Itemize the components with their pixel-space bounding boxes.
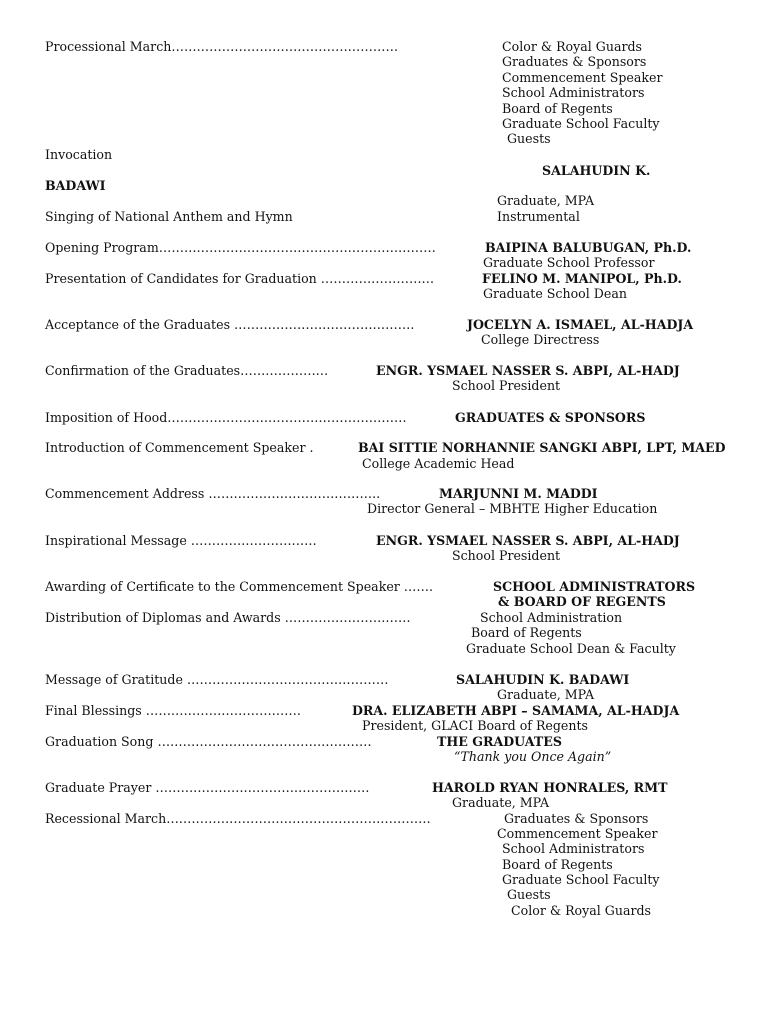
song-label: Graduation Song …………………………………………… [45,734,372,749]
blessings-name: DRA. ELIZABETH ABPI – SAMAMA, AL-HADJA [352,703,680,718]
hood-label: Imposition of Hood………………………………………………… [45,410,407,425]
opening-label: Opening Program………………………………………………………… [45,240,436,255]
processional-participant: Color & Royal Guards [502,39,643,54]
address-label: Commencement Address ………………………………….. [45,486,381,501]
intro-speaker-role: College Academic Head [362,456,515,471]
inspirational-name: ENGR. YSMAEL NASSER S. ABPI, AL-HADJ [376,533,680,548]
invocation-label: Invocation [45,147,113,162]
diplomas-line: Graduate School Dean & Faculty [466,641,676,656]
intro-speaker-label: Introduction of Commencement Speaker . [45,440,314,455]
prayer-role: Graduate, MPA [452,795,550,810]
invocation-role: Graduate, MPA [497,193,595,208]
address-role: Director General – MBHTE Higher Education [367,501,658,516]
processional-participant: Graduates & Sponsors [502,54,647,69]
recessional-participant: Guests [507,887,551,902]
invocation-name-line2: BADAWI [45,178,106,193]
certificate-label: Awarding of Certificate to the Commencement Speaker ……. [45,579,433,594]
recessional-label: Recessional March……………………………………………………… [45,811,431,826]
inspirational-label: Inspirational Message ………………………… [45,533,317,548]
confirmation-role: School President [452,378,561,393]
presentation-role: Graduate School Dean [483,286,627,301]
opening-role: Graduate School Professor [483,255,655,270]
gratitude-label: Message of Gratitude ………………………………………… [45,672,389,687]
diplomas-label: Distribution of Diplomas and Awards ………………………… [45,610,411,625]
anthem-value: Instrumental [497,209,580,224]
recessional-participant: School Administrators [502,841,645,856]
acceptance-name: JOCELYN A. ISMAEL, AL-HADJA [467,317,694,332]
certificate-name-line2: & BOARD OF REGENTS [498,594,666,609]
processional-participant: Commencement Speaker [502,70,663,85]
hood-name: GRADUATES & SPONSORS [455,410,646,425]
recessional-participant: Color & Royal Guards [511,903,652,918]
acceptance-role: College Directress [481,332,600,347]
song-name: THE GRADUATES [437,734,562,749]
gratitude-role: Graduate, MPA [497,687,595,702]
confirmation-name: ENGR. YSMAEL NASSER S. ABPI, AL-HADJ [376,363,680,378]
intro-speaker-name: BAI SITTIE NORHANNIE SANGKI ABPI, LPT, MAED [358,440,726,455]
recessional-participant: Board of Regents [502,857,613,872]
song-title: “Thank you Once Again” [454,749,612,764]
acceptance-label: Acceptance of the Graduates ……………………………………. [45,317,415,332]
recessional-participant: Commencement Speaker [497,826,658,841]
anthem-label: Singing of National Anthem and Hymn [45,209,293,224]
certificate-name-line1: SCHOOL ADMINISTRATORS [493,579,696,594]
blessings-label: Final Blessings ………………………………. [45,703,301,718]
presentation-label: Presentation of Candidates for Graduation ……………………… [45,271,435,286]
processional-participant: Guests [507,131,551,146]
processional-participant: School Administrators [502,85,645,100]
processional-label: Processional March……………………………………………… [45,39,399,54]
invocation-name-line1: SALAHUDIN K. [542,163,651,178]
blessings-role: President, GLACI Board of Regents [362,718,589,733]
prayer-name: HAROLD RYAN HONRALES, RMT [432,780,668,795]
confirmation-label: Confirmation of the Graduates………………… [45,363,329,378]
gratitude-name: SALAHUDIN K. BADAWI [456,672,630,687]
processional-participant: Board of Regents [502,101,613,116]
recessional-participant: Graduate School Faculty [502,872,660,887]
address-name: MARJUNNI M. MADDI [439,486,598,501]
presentation-name: FELINO M. MANIPOL, Ph.D. [482,271,682,286]
recessional-participant: Graduates & Sponsors [504,811,649,826]
processional-participant: Graduate School Faculty [502,116,660,131]
inspirational-role: School President [452,548,561,563]
diplomas-line: School Administration [480,610,623,625]
opening-name: BAIPINA BALUBUGAN, Ph.D. [485,240,692,255]
prayer-label: Graduate Prayer …………………………………………… [45,780,370,795]
diplomas-line: Board of Regents [471,625,582,640]
